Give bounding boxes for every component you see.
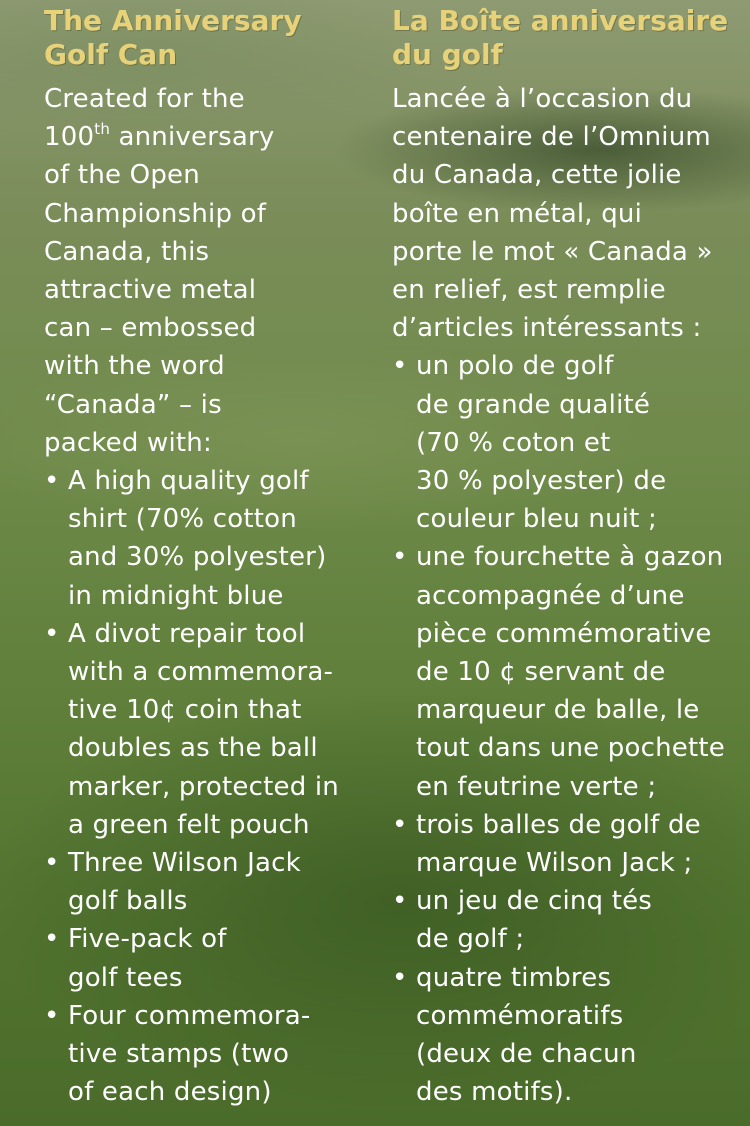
- list-item: • un polo de golf de grande qualité (70 % coton et 30 % polyester) de couleur bleu nuit ;: [392, 347, 742, 538]
- list-item: • A divot repair tool with a commemora- tive 10¢ coin that doubles as the ball marker, protected in a green felt pouch: [44, 615, 344, 844]
- french-title-line: La Boîte anniversaire: [392, 4, 729, 37]
- intro-line: 100th anniversary: [44, 120, 275, 153]
- intro-line: d’articles intéressants :: [392, 313, 702, 344]
- list-item: • une fourchette à gazon accompagnée d’une pièce commémorative de 10 ¢ servant de marqueur de balle, le tout dans une pochette en feutrine verte ;: [392, 538, 742, 805]
- intro-line: du Canada, cette jolie: [392, 160, 682, 191]
- intro-line: centenaire de l’Omnium: [392, 122, 711, 153]
- bullet-icon: •: [44, 618, 60, 649]
- bullet-icon: •: [392, 886, 408, 917]
- bullet-icon: •: [44, 848, 60, 879]
- intro-line: boîte en métal, qui: [392, 198, 643, 229]
- intro-line: Lancée à l’occasion du: [392, 84, 693, 114]
- intro-line: porte le mot « Canada »: [392, 236, 713, 267]
- english-column: [44, 4, 344, 1111]
- french-title: [392, 4, 742, 72]
- list-item: • Four commemora- tive stamps (two of each design): [44, 997, 344, 1112]
- intro-line: “Canada” – is: [44, 389, 222, 420]
- bullet-icon: •: [44, 1000, 60, 1031]
- bullet-icon: •: [392, 542, 408, 573]
- bullet-icon: •: [44, 924, 60, 955]
- intro-line: en relief, est remplie: [392, 275, 666, 306]
- english-title-line: The Anniversary: [44, 4, 302, 37]
- bullet-icon: •: [392, 809, 408, 840]
- intro-line: Canada, this: [44, 236, 210, 267]
- bullet-icon: •: [392, 351, 408, 382]
- french-intro: [392, 80, 742, 347]
- english-bullet-list: [44, 462, 344, 1111]
- french-bullet-list: [392, 347, 742, 1111]
- english-intro: [44, 80, 344, 462]
- french-column: [392, 4, 742, 1111]
- intro-line: packed with:: [44, 427, 212, 458]
- intro-line: of the Open: [44, 160, 200, 191]
- intro-line: Championship of: [44, 198, 267, 229]
- bullet-icon: •: [44, 466, 60, 497]
- list-item: • trois balles de golf de marque Wilson Jack ;: [392, 806, 742, 882]
- intro-line: can – embossed: [44, 313, 257, 344]
- list-item: • A high quality golf shirt (70% cotton and 30% polyester) in midnight blue: [44, 462, 344, 615]
- list-item: • Five-pack of golf tees: [44, 920, 344, 996]
- bullet-icon: •: [392, 962, 408, 993]
- list-item: • quatre timbres commémoratifs (deux de chacun des motifs).: [392, 959, 742, 1112]
- intro-line: Created for the: [44, 84, 245, 114]
- intro-line: with the word: [44, 351, 225, 382]
- list-item: • Three Wilson Jack golf balls: [44, 844, 344, 920]
- english-title: [44, 4, 344, 72]
- french-title-line: du golf: [392, 38, 503, 71]
- intro-line: attractive metal: [44, 275, 257, 306]
- english-title-line: Golf Can: [44, 38, 178, 71]
- list-item: • un jeu de cinq tés de golf ;: [392, 882, 742, 958]
